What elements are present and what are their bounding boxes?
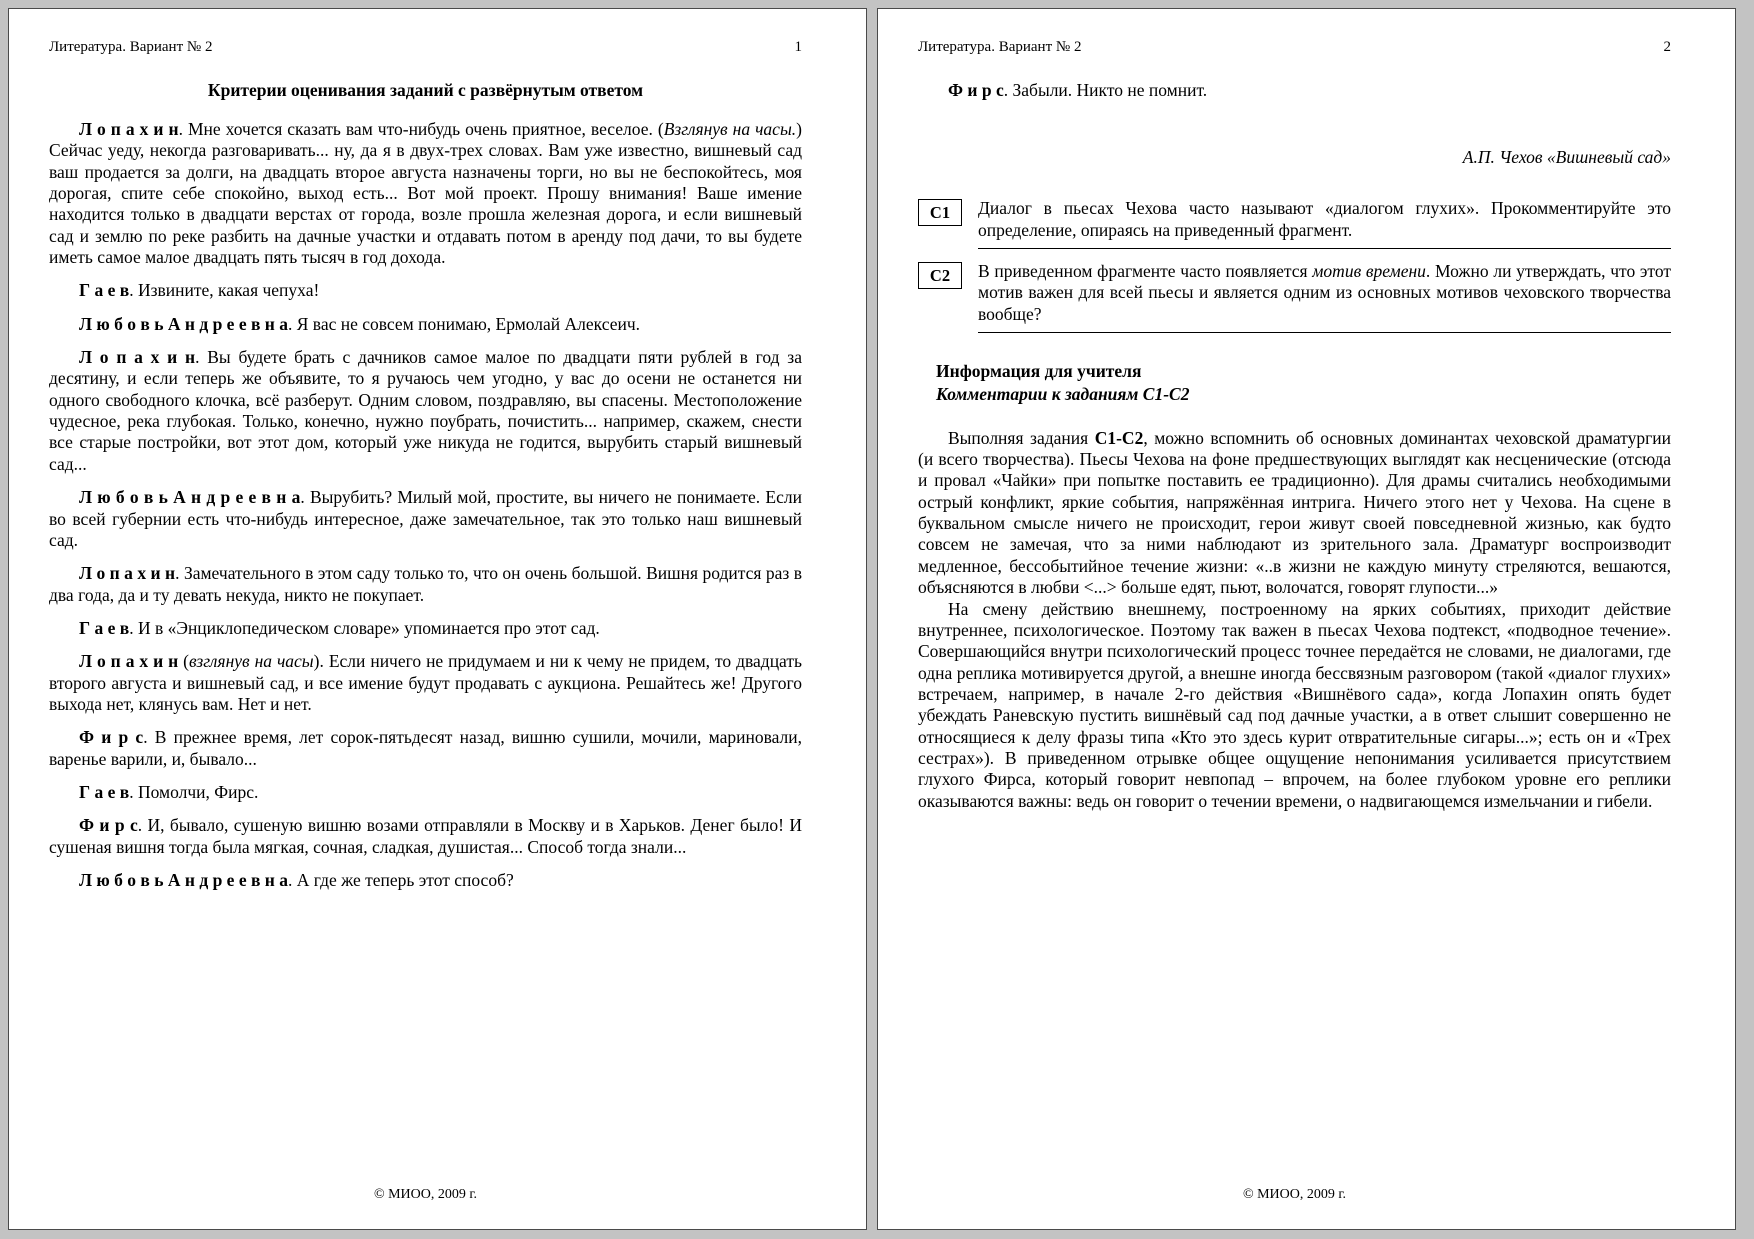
- text-segment: . Забыли. Никто не помнит.: [1003, 80, 1208, 100]
- info-subheading: Комментарии к заданиям С1-С2: [936, 384, 1190, 405]
- text-segment: Л о п а х и н: [79, 347, 196, 368]
- paragraph: [49, 487, 802, 551]
- paragraph: [49, 280, 802, 301]
- page1-footer: © МИОО, 2009 г.: [373, 1187, 478, 1202]
- text-segment: . Я вас не совсем понимаю, Ермолай Алексеич.: [288, 313, 641, 334]
- text-segment: На смену действию внешнему, построенному на ярких событиях, приходит действие внутреннее, психологическое. Поэтому так важен в пьесах Чехова подтекст, «подводное течение». Совершающийся внутри психологический процесс точнее передаётся не словами, не диалогами, где одна реплика мотивируется другой, а внешне иногда бессвязным разговором (такой «диалог глухих» встречаем, например, в начале 2-го действия «Вишнёвого сада», когда Лопахин опять будет убеждать Раневскую пустить вишнёвый сад под дачные участки, а в ответ слышит совершенно не относящиеся к делу фразы типа «Кто это здесь курит отвратительные сигары...»; есть он и «Трех сестрах»). В приведенном отрывке общее ощущение непонимания усиливается присутствием глухого Фирса, который говорит невпопад – впрочем, на более глубоком уровне его реплики оказываются важны: ведь он говорит о течении времени, о надвигающемся измельчании и гибели.: [918, 598, 1671, 811]
- text-segment: Г а е в: [79, 781, 130, 802]
- page-1: [8, 8, 867, 1230]
- text-segment: Выполняя задания: [948, 427, 1095, 448]
- paragraph: [49, 314, 802, 335]
- text-segment: . Можно ли утверждать, что этот мотив важен для всей пьесы и является одним из основных мотивов чеховского творчества вообще?: [978, 261, 1671, 324]
- text-segment: . Извините, какая чепуха!: [129, 280, 320, 301]
- page1-page-number: 1: [794, 39, 802, 55]
- text-segment: Л о п а х и н: [79, 563, 176, 584]
- text-segment: , можно вспомнить об основных доминантах чеховской драматургии (и всего творчества). Пьесы Чехова на фоне предшествующих выглядят как несценические (отсюда и провал «Чайки» при попытке поставить ее традиционно). Для драмы считались необходимыми острый конфликт, яркие события, напряжённая интрига. Ничего этого нет у Чехова. На сцене в буквальном смысле ничего не происходит, герои живут своей повседневной жизнью, как будто совсем не замечая, что за ними наблюдают из зрительного зала. Драматург воспроизводит медленное, бессобытийное течение жизни: «..в жизни не каждую минуту стреляются, вешаются, объясняются в любви <...> больше едят, пьют, волочатся, говорят глупости...»: [918, 427, 1671, 598]
- text-segment: Ф и р с: [79, 815, 138, 836]
- text-segment: С1-С2: [1094, 427, 1144, 448]
- page2-header: [918, 39, 1671, 56]
- text-segment: ). Если ничего не придумаем и ни к чему не придем, то двадцать второго августа и вишневый сад, и все имение будут продавать с аукциона. Решайтесь же! Другого выхода нет, клянусь вам. Нет и нет.: [49, 651, 803, 714]
- text-segment: . Замечательного в этом саду только то, что он очень большой. Вишня родится раз в два года, да и ту девать некуда, никто не покупает.: [49, 563, 802, 605]
- paragraph: [49, 119, 802, 268]
- paragraph: [49, 651, 802, 715]
- text-segment: ) Сейчас уеду, некогда разговаривать... ну, да я в двух-трех словах. Вам уже известно, вишневый сад ваш продается за долги, на двадцать второе августа назначены торги, но вы не беспокойтесь, моя дорогая, спите себе спокойно, выход есть... Вот мой проект. Прошу внимания! Ваше имение находится только в двадцати верстах от города, возле прошла железная дорога, и если вишневый сад и землю по реке разбить на дачные участки и отдавать потом в аренду под дачи, то вы будете иметь самое малое двадцать пять тысяч в год дохода.: [49, 119, 802, 268]
- text-segment: Ф и р с: [79, 727, 144, 748]
- page-2: [877, 8, 1736, 1230]
- firs-line: [918, 80, 1671, 101]
- paragraph: [49, 347, 802, 475]
- paragraph: [49, 782, 802, 803]
- text-segment: Л ю б о в ь А н д р е е в н а: [79, 869, 288, 890]
- text-segment: Взглянув на часы.: [663, 119, 797, 139]
- page1-header-title: Литература. Вариант № 2: [49, 39, 213, 55]
- source-attribution: А.П. Чехов «Вишневый сад»: [1462, 147, 1671, 168]
- paragraph: [918, 428, 1671, 599]
- paragraph: [49, 727, 802, 770]
- text-segment: . И, бывало, сушеную вишню возами отправляли в Москву и в Харьков. Денег было! И сушеная вишня тогда была мягкая, сочная, сладкая, душистая... Способ тогда знали...: [49, 815, 802, 857]
- paragraph: [49, 815, 802, 858]
- text-segment: Г а е в: [79, 280, 130, 301]
- text-segment: Л о п а х и н: [79, 119, 179, 139]
- page2-commentary: [918, 428, 1671, 812]
- text-segment: мотив времени: [1312, 261, 1426, 282]
- task-c1: [918, 198, 1671, 249]
- page1-header: [49, 39, 802, 56]
- text-segment: . Помолчи, Фирс.: [129, 781, 259, 802]
- info-heading: Информация для учителя: [936, 361, 1142, 382]
- page2-page-number: 2: [1663, 39, 1671, 55]
- task-c1-text: [978, 198, 1671, 249]
- paragraph: [49, 618, 802, 639]
- text-segment: . Вырубить? Милый мой, простите, вы ничего не понимаете. Если во всей губернии есть что-нибудь интересное, даже замечательное, так это только наш вишневый сад.: [49, 487, 802, 550]
- task-c2-label: С2: [918, 262, 962, 289]
- text-segment: Г а е в: [79, 617, 130, 638]
- text-segment: Ф и р с: [948, 80, 1004, 100]
- page1-body: [49, 119, 802, 903]
- tasks-section: [918, 198, 1671, 345]
- text-segment: . Мне хочется сказать вам что-нибудь очень приятное, веселое. (: [178, 119, 664, 139]
- text-segment: В приведенном фрагменте часто появляется: [978, 261, 1313, 282]
- text-segment: Л ю б о в ь А н д р е е в н а: [79, 487, 301, 508]
- text-segment: (: [178, 651, 190, 672]
- text-segment: . И в «Энциклопедическом словаре» упоминается про этот сад.: [129, 617, 600, 638]
- task-c2: [918, 261, 1671, 333]
- page2-footer: © МИОО, 2009 г.: [1242, 1187, 1347, 1202]
- text-segment: Л ю б о в ь А н д р е е в н а: [79, 313, 288, 334]
- page2-header-title: Литература. Вариант № 2: [918, 39, 1082, 55]
- task-c2-text: [978, 261, 1671, 333]
- task-c1-label: С1: [918, 199, 962, 226]
- text-segment: Диалог в пьесах Чехова часто называют «диалогом глухих». Прокомментируйте это определение, опираясь на приведенный фрагмент.: [978, 198, 1671, 240]
- text-segment: Л о п а х и н: [79, 651, 179, 672]
- paragraph: [49, 870, 802, 891]
- paragraph: [918, 599, 1671, 812]
- text-segment: взглянув на часы: [189, 651, 314, 672]
- document-title: Критерии оценивания заданий с развёрнутым ответом: [207, 80, 644, 100]
- paragraph: [49, 563, 802, 606]
- text-segment: . Вы будете брать с дачников самое малое по двадцати пяти рублей в год за десятину, и если теперь же объявите, то я ручаюсь чем угодно, у вас до осени не останется ни одного свободного клочка, всё разберут. Одним словом, поздравляю, вы спасены. Местоположение чудесное, река глубокая. Только, конечно, нужно поубрать, почистить... например, скажем, снести все старые постройки, вот этот дом, который уже никуда не годится, вырубить старый вишневый сад...: [49, 347, 802, 474]
- text-segment: . А где же теперь этот способ?: [288, 869, 514, 890]
- text-segment: . В прежнее время, лет сорок-пятьдесят назад, вишню сушили, мочили, мариновали, варенье варили, и, бывало...: [49, 727, 802, 769]
